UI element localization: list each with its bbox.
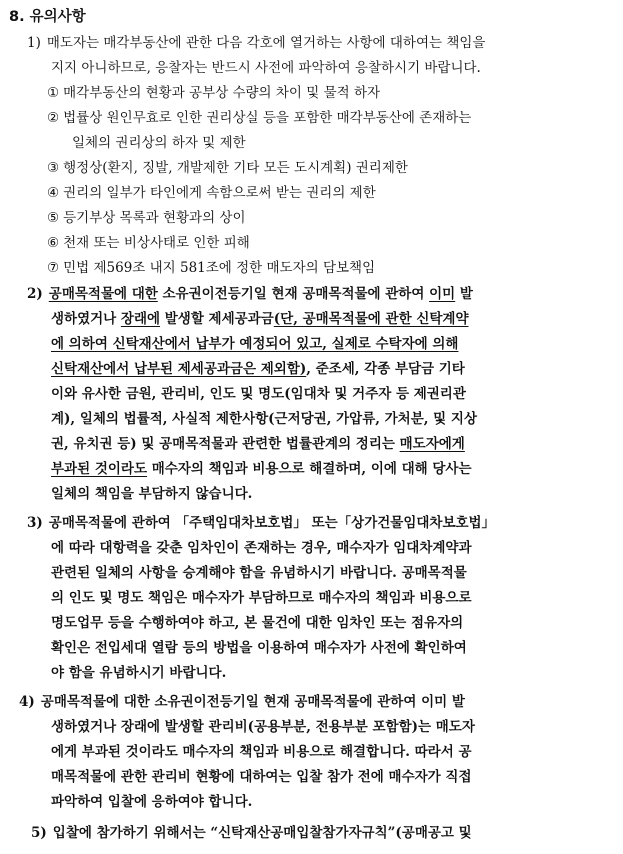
sub-item-text: 민법 제569조 내지 581조에 정한 매도자의 담보책임: [63, 260, 376, 276]
body-text: 발생할 제세공과금: [160, 311, 274, 327]
item-5-number: 5): [31, 825, 47, 841]
underlined-text: 이미: [429, 286, 456, 302]
item-4-line-2: 생하였거나 장래에 발생할 관리비(공용부분, 전용부분 포함함)는 매도자: [51, 719, 475, 735]
sub-item-text: 권리의 일부가 타인에게 속함으로써 받는 권리의 제한: [63, 185, 376, 201]
sub-item-text: 행정상(환지, 징발, 개발제한 기타 모든 도시계획) 권리제한: [63, 160, 408, 176]
item-2-line-4: [51, 358, 465, 380]
sub-item-6: [47, 232, 250, 254]
sub-item-3: [47, 157, 408, 179]
sub-item-marker: ⑦: [47, 260, 60, 276]
item-2-line-7: [51, 433, 465, 455]
item-3-line-4: 의 인도 및 명도 책임은 매수자가 부담하므로 매수자의 책임과 비용으로: [51, 590, 472, 606]
body-text: 생하였거나: [51, 311, 121, 327]
body-text: 공매목적물에 관하여 「주택임대차보호법」 또는「상가건물임대차보호법」: [48, 515, 496, 531]
sub-item-1: [47, 82, 380, 104]
body-text: 입찰에 참가하기 위해서는 “신탁재산공매입찰참가자규칙”(공매공고 및: [52, 825, 472, 841]
underlined-text: 공매목적물에 대한: [48, 286, 158, 302]
item-4-line-3: 에게 부과된 것이라도 매수자의 책임과 비용으로 해결합니다. 따라서 공: [51, 744, 472, 760]
underlined-text: 매도자에게: [399, 436, 465, 452]
item-5-line-1: [31, 822, 472, 844]
item-2-line-9: 일체의 책임을 부담하지 않습니다.: [51, 486, 253, 502]
body-text: 발: [455, 286, 473, 302]
item-2-line-6: 계), 일체의 법률적, 사실적 제한사항(근저당권, 가압류, 가처분, 및 지상: [51, 411, 477, 427]
item-1-text: 매도자는 매각부동산에 관한 다음 각호에 열거하는 사항에 대하여는 책임을: [46, 35, 486, 51]
body-text: 매수자의 책임과 비용으로 해결하며, 이에 대해 당사는: [147, 461, 472, 477]
sub-item-text: 매각부동산의 현황과 공부상 수량의 차이 및 물적 하자: [63, 85, 381, 101]
item-3-line-3: 관련된 일체의 사항을 승계해야 함을 유념하시기 바랍니다. 공매목적물: [51, 565, 467, 581]
item-4-line-5: 파악하여 입찰에 응하여야 합니다.: [51, 794, 253, 810]
item-1-number: 1): [27, 35, 41, 51]
item-3-line-2: 에 따라 대항력을 갖춘 임차인이 존재하는 경우, 매수자가 임대차계약과: [51, 540, 472, 556]
sub-item-marker: ③: [47, 160, 60, 176]
item-1-line-2: 지지 아니하므로, 응찰자는 반드시 사전에 파악하여 응찰하시기 바랍니다.: [51, 60, 481, 76]
sub-item-2-continued: 일체의 권리상의 하자 및 제한: [72, 135, 246, 151]
sub-item-marker: ⑥: [47, 235, 60, 251]
item-2-line-8: [51, 458, 472, 480]
item-3-number: 3): [27, 515, 43, 531]
underlined-text: 에 의하여 신탁재산에서 납부가 예정되어 있고, 실제로 수탁자에 의해: [51, 336, 459, 352]
sub-item-2: [47, 107, 471, 129]
sub-item-5: [47, 207, 246, 229]
sub-item-text: 법률상 원인무효로 인한 권리상실 등을 포함한 매각부동산에 존재하는: [63, 110, 472, 126]
sub-item-7: [47, 257, 375, 279]
sub-item-marker: ⑤: [47, 210, 60, 226]
item-3-line-5: 명도업무 등을 수행하여야 하고, 본 물건에 대한 임차인 또는 점유자의: [51, 615, 464, 631]
sub-item-text: 등기부상 목록과 현황과의 상이: [63, 210, 246, 226]
item-4-line-1: [19, 691, 465, 713]
sub-item-4: [47, 182, 376, 204]
body-text: , 준조세, 각종 부담금 기타: [306, 361, 465, 377]
body-text: 소유권이전등기일 현재 공매목적물에 관하여: [157, 286, 430, 302]
item-4-line-4: 매목적물에 관한 관리비 현황에 대하여는 입찰 참가 전에 매수자가 직접: [51, 769, 472, 785]
item-3-line-1: [27, 512, 495, 534]
item-2-line-3: [51, 333, 458, 355]
body-text: 권, 유치권 등) 및 공매목적물과 관련한 법률관계의 정리는: [51, 436, 400, 452]
item-3-line-6: 확인은 전입세대 열람 등의 방법을 이용하여 매수자가 사전에 확인하여: [51, 640, 467, 656]
sub-item-marker: ④: [47, 185, 60, 201]
item-2-number: 2): [27, 286, 43, 302]
item-2-line-5: 이와 유사한 금원, 관리비, 인도 및 명도(임대차 및 거주자 등 제권리관: [51, 386, 466, 402]
item-3-line-7: 야 함을 유념하시기 바랍니다.: [51, 665, 227, 681]
section-heading: 8. 유의사항: [9, 9, 86, 25]
item-4-number: 4): [19, 694, 35, 710]
underlined-text: 장래에: [120, 311, 161, 327]
item-2-line-1: [27, 283, 473, 305]
sub-item-marker: ②: [47, 110, 60, 126]
underlined-text: (단, 공매목적물에 관한 신탁계약: [273, 311, 469, 327]
sub-item-marker: ①: [47, 85, 60, 101]
underlined-text: 신탁재산에서 납부된 제세공과금은 제외함): [51, 361, 307, 377]
sub-item-text: 천재 또는 비상사태로 인한 피해: [63, 235, 250, 251]
item-1-line-1: [27, 32, 485, 54]
item-2-line-2: [51, 308, 469, 330]
body-text: 공매목적물에 대한 소유권이전등기일 현재 공매목적물에 관하여 이미 발: [40, 694, 465, 710]
underlined-text: 부과된 것이라도: [51, 461, 147, 477]
